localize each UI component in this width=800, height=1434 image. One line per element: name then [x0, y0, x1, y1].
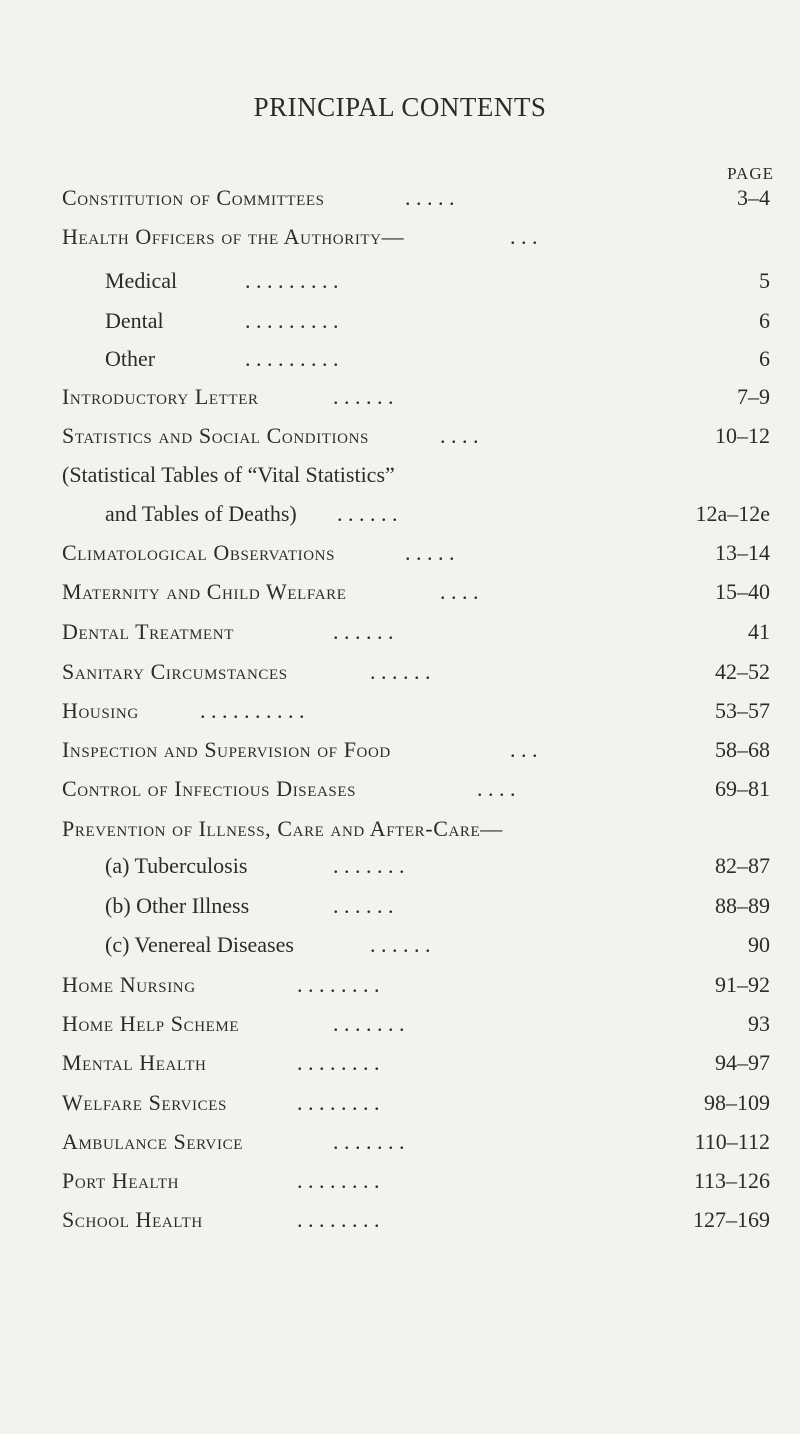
entry-title: Inspection and Supervision of Food	[62, 737, 391, 762]
page-number: 15–40	[715, 579, 770, 604]
toc-entry	[0, 264, 800, 298]
page-number: 113–126	[693, 1168, 770, 1193]
dot-leader: . . . . . .	[370, 932, 431, 957]
toc-entry	[0, 615, 800, 649]
page-number: 6	[759, 308, 770, 333]
dot-leader: . . . .	[440, 423, 479, 448]
entry-title: Other	[105, 346, 156, 371]
entry-title: Introductory Letter	[62, 384, 259, 409]
entry-title: Health Officers of the Authority—	[62, 224, 405, 249]
toc-entry	[0, 419, 800, 453]
page-number: 127–169	[693, 1207, 770, 1232]
entry-title: Dental	[105, 308, 164, 333]
entry-title: Ambulance Service	[62, 1129, 243, 1154]
dot-leader: . . . . . . . .	[297, 1207, 380, 1232]
page-number: 12a–12e	[695, 501, 770, 526]
toc-entry	[0, 220, 800, 254]
toc-entry	[0, 1164, 800, 1198]
toc-entry	[0, 458, 800, 492]
toc-entry	[0, 928, 800, 962]
toc-entry	[0, 655, 800, 689]
dot-leader: . . . . . .	[333, 619, 394, 644]
dot-leader: . . . . . . . .	[297, 972, 380, 997]
page-number: 42–52	[715, 659, 770, 684]
toc-entry	[0, 968, 800, 1002]
toc-entry	[0, 733, 800, 767]
dot-leader: . . .	[510, 224, 538, 249]
dot-leader: . . . . . . . . .	[245, 308, 339, 333]
page-title: PRINCIPAL CONTENTS	[253, 92, 547, 122]
page-number: 6	[759, 346, 770, 371]
toc-entry	[0, 575, 800, 609]
entry-title: Home Help Scheme	[62, 1011, 240, 1036]
toc-entry	[0, 694, 800, 728]
page-number: 98–109	[704, 1090, 770, 1115]
dot-leader: . . . . . . . .	[297, 1168, 380, 1193]
toc-entry	[0, 536, 800, 570]
dot-leader: . . . . . . . . .	[245, 268, 339, 293]
entry-title: (a) Tuberculosis	[105, 853, 248, 878]
entry-title: (Statistical Tables of “Vital Statistics”	[62, 462, 395, 487]
entry-title: Mental Health	[62, 1050, 207, 1075]
page-number: 13–14	[715, 540, 770, 565]
entry-title: Maternity and Child Welfare	[62, 579, 347, 604]
entry-title: Port Health	[62, 1168, 180, 1193]
dot-leader: . . .	[510, 737, 538, 762]
entry-title: Welfare Services	[62, 1090, 227, 1115]
page-number: 10–12	[715, 423, 770, 448]
entry-title: Sanitary Circumstances	[62, 659, 288, 684]
dot-leader: . . . . . . .	[333, 1129, 405, 1154]
toc-entry	[0, 380, 800, 414]
page-number: 58–68	[715, 737, 770, 762]
page-number: 53–57	[715, 698, 770, 723]
dot-leader: . . . . . . . . . .	[200, 698, 305, 723]
dot-leader: . . . . . . . . .	[245, 346, 339, 371]
entry-title: (c) Venereal Diseases	[105, 932, 294, 957]
dot-leader: . . . .	[477, 776, 516, 801]
entry-title: Housing	[62, 698, 139, 723]
entry-title: Control of Infectious Diseases	[62, 776, 357, 801]
dot-leader: . . . . . .	[337, 501, 398, 526]
toc-entry	[0, 304, 800, 338]
dot-leader: . . . .	[440, 579, 479, 604]
page-number: 110–112	[694, 1129, 770, 1154]
entry-title: Constitution of Committees	[62, 185, 325, 210]
toc-entry	[0, 772, 800, 806]
page-number: 88–89	[715, 893, 770, 918]
entry-title: Prevention of Illness, Care and After-Care—	[62, 816, 503, 841]
page-number: 7–9	[737, 384, 770, 409]
toc-entry	[0, 1086, 800, 1120]
entry-title: Home Nursing	[62, 972, 196, 997]
page-number: 91–92	[715, 972, 770, 997]
page-number: 41	[748, 619, 770, 644]
toc-entry	[0, 849, 800, 883]
toc-entry	[0, 1125, 800, 1159]
page-number: 94–97	[715, 1050, 770, 1075]
entry-title: Statistics and Social Conditions	[62, 423, 369, 448]
page-number: 82–87	[715, 853, 770, 878]
dot-leader: . . . . . . .	[333, 1011, 405, 1036]
toc-entry	[0, 1203, 800, 1237]
entry-title: and Tables of Deaths)	[105, 501, 297, 526]
toc-entry	[0, 889, 800, 923]
page-column-heading: PAGE	[727, 164, 774, 183]
toc-entry	[0, 181, 800, 215]
entry-title: Climatological Observations	[62, 540, 336, 565]
page-number: 3–4	[737, 185, 770, 210]
page-number: 69–81	[715, 776, 770, 801]
entry-title: (b) Other Illness	[105, 893, 250, 918]
toc-entry	[0, 1007, 800, 1041]
entry-title: School Health	[62, 1207, 203, 1232]
page-number: 90	[748, 932, 770, 957]
toc-entry	[0, 342, 800, 376]
toc-entry	[0, 812, 800, 846]
dot-leader: . . . . . . . .	[297, 1090, 380, 1115]
dot-leader: . . . . . . . .	[297, 1050, 380, 1075]
toc-entry	[0, 497, 800, 531]
toc-entry	[0, 1046, 800, 1080]
page-number: 93	[748, 1011, 770, 1036]
dot-leader: . . . . . . .	[333, 853, 405, 878]
dot-leader: . . . . .	[405, 185, 455, 210]
dot-leader: . . . . . .	[333, 384, 394, 409]
dot-leader: . . . . . .	[370, 659, 431, 684]
page-number: 5	[759, 268, 770, 293]
dot-leader: . . . . . .	[333, 893, 394, 918]
dot-leader: . . . . .	[405, 540, 455, 565]
entry-title: Dental Treatment	[62, 619, 234, 644]
entry-title: Medical	[105, 268, 178, 293]
